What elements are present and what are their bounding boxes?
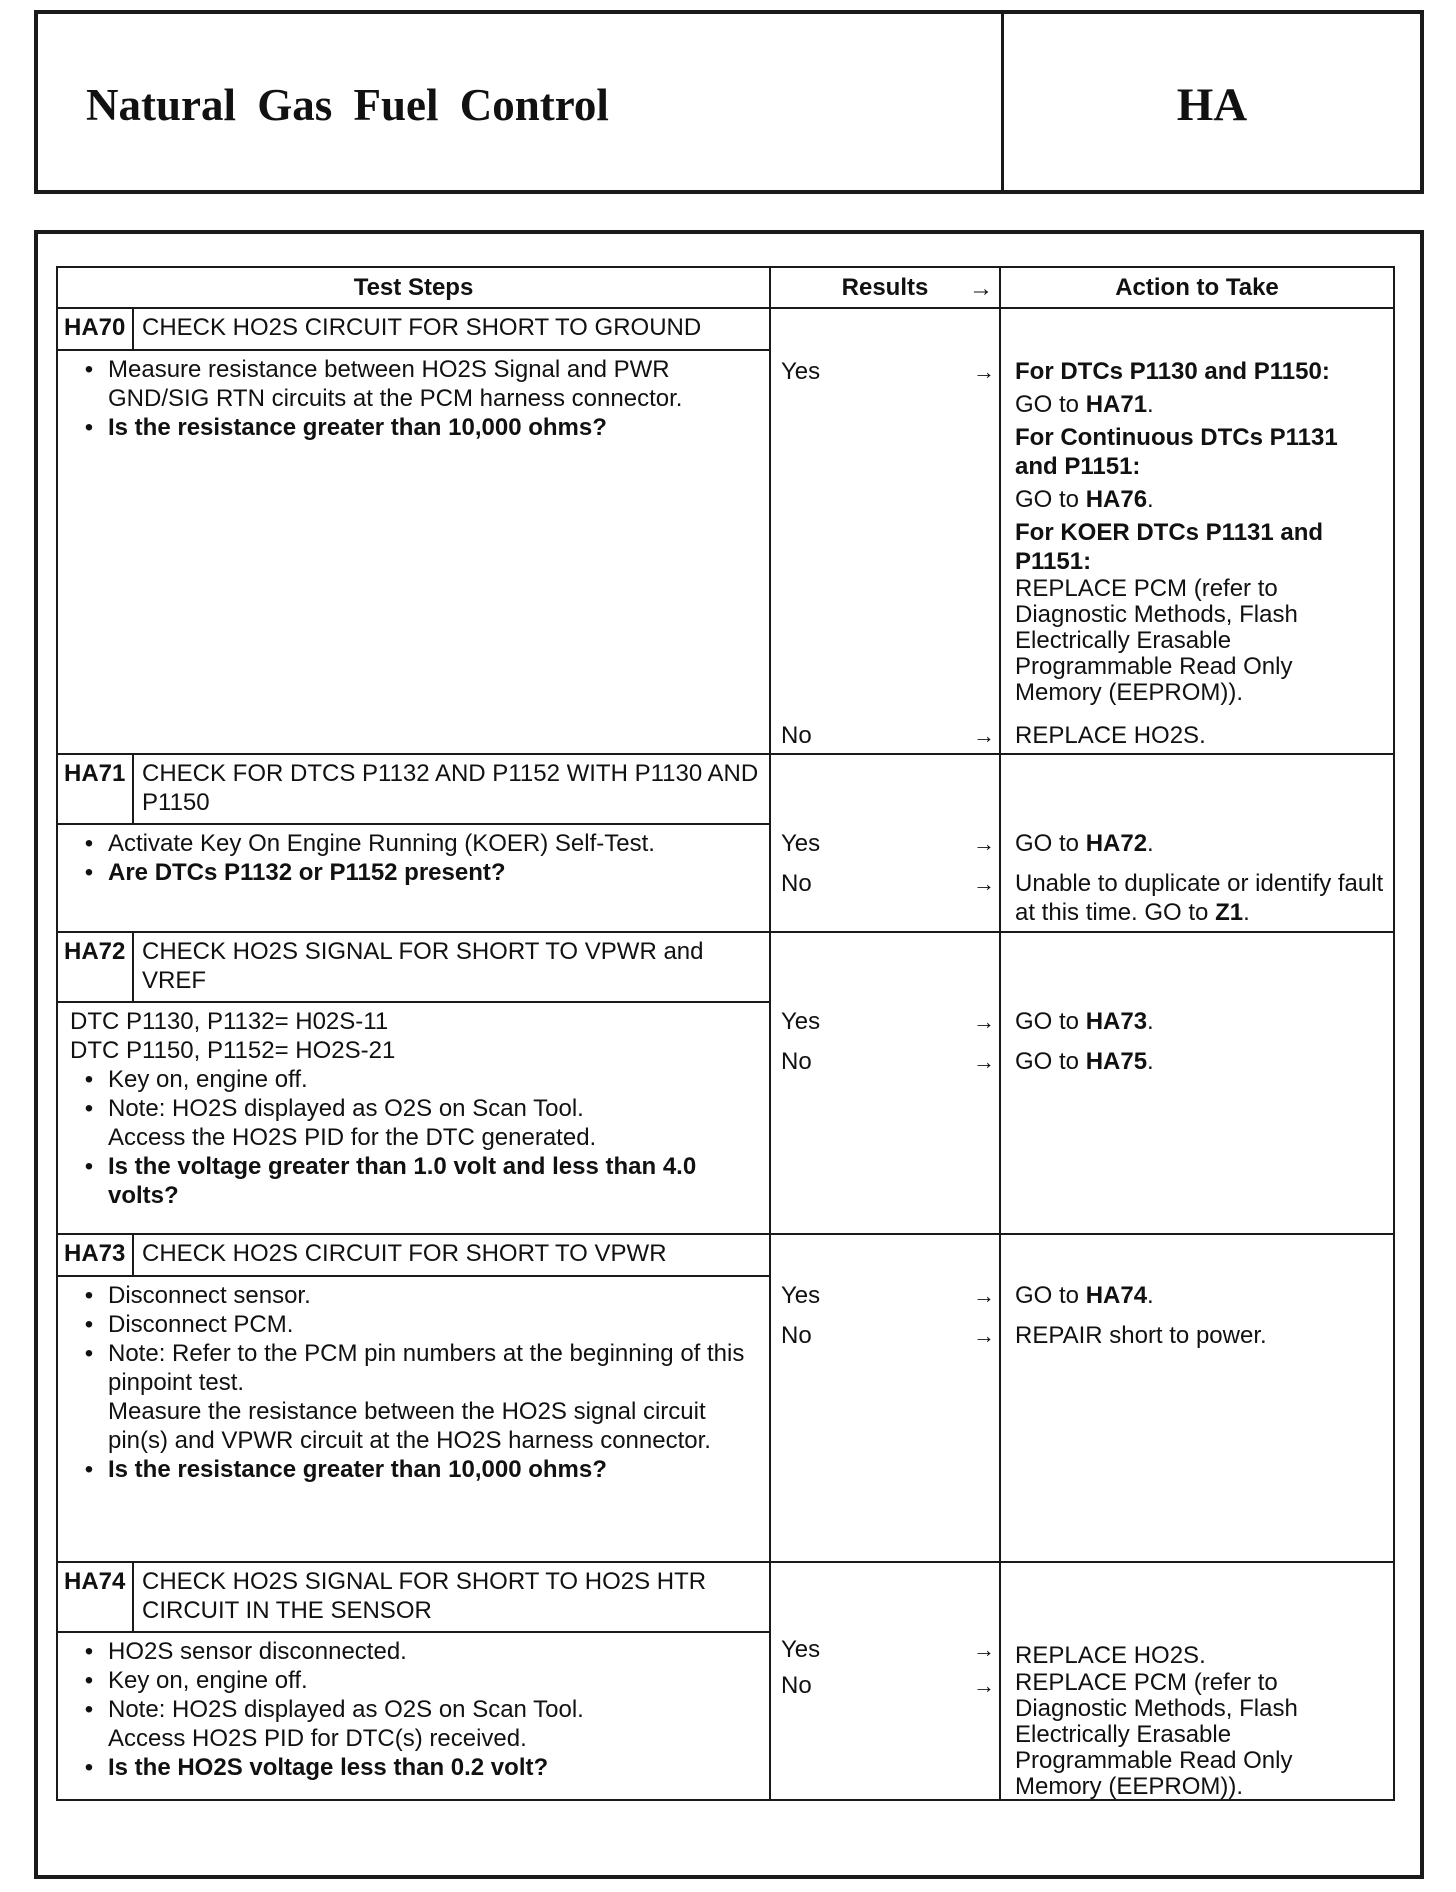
- arrow-icon: →: [973, 1009, 995, 1034]
- action-go: GO to: [1015, 1048, 1086, 1075]
- step-title: CHECK FOR DTCS P1132 AND P1152 WITH P1130 AND P1150: [142, 760, 759, 816]
- page-header: [34, 10, 1424, 194]
- table-row: [57, 754, 1394, 932]
- col-header-results-label: Results: [841, 274, 929, 301]
- arrow-icon: →: [973, 1637, 995, 1662]
- step-title: CHECK HO2S SIGNAL FOR SHORT TO HO2S HTR CIRCUIT IN THE SENSOR: [142, 1568, 707, 1624]
- step-instruction: Disconnect sensor.: [108, 1282, 311, 1309]
- bullet-icon: •: [84, 1754, 94, 1781]
- result-no: No: [781, 1672, 812, 1699]
- action-go: GO to: [1015, 486, 1086, 513]
- step-instruction: HO2S sensor disconnected.: [108, 1638, 407, 1665]
- page-title: Natural Gas Fuel Control: [86, 80, 609, 130]
- step-id: HA71: [58, 755, 134, 823]
- action-go: GO to: [1015, 391, 1086, 418]
- step-instruction: Note: HO2S displayed as O2S on Scan Tool.: [108, 1095, 584, 1122]
- result-yes: Yes: [781, 830, 821, 857]
- arrow-icon: →: [973, 871, 995, 896]
- step-question: Is the resistance greater than 10,000 ohms?: [108, 1456, 607, 1483]
- step-question: Are DTCs P1132 or P1152 present?: [108, 859, 506, 886]
- action-go: GO to: [1015, 830, 1086, 857]
- action-go: GO to: [1015, 1008, 1086, 1035]
- col-header-action: Action to Take: [1000, 267, 1394, 308]
- action-condition: For DTCs P1130 and P1150:: [1015, 358, 1330, 385]
- pinpoint-test-table: [56, 266, 1395, 1801]
- step-title: CHECK HO2S CIRCUIT FOR SHORT TO GROUND: [142, 314, 702, 341]
- action-step-link: Z1: [1215, 899, 1244, 926]
- step-id: HA72: [58, 933, 134, 1001]
- result-yes: Yes: [781, 358, 821, 385]
- table-header-row: [57, 267, 1394, 308]
- bullet-icon: •: [84, 1667, 94, 1694]
- result-no: No: [781, 870, 812, 897]
- table-row: [57, 932, 1394, 1234]
- action-step-link: HA76: [1085, 486, 1148, 513]
- step-id: HA70: [58, 309, 134, 349]
- action-text: REPAIR short to power.: [1015, 1322, 1267, 1349]
- bullet-icon: •: [84, 1696, 94, 1723]
- step-instruction: Key on, engine off.: [108, 1066, 308, 1093]
- step-instruction: Note: HO2S displayed as O2S on Scan Tool.: [108, 1696, 584, 1723]
- arrow-icon: →: [973, 831, 995, 856]
- result-yes: Yes: [781, 1282, 821, 1309]
- bullet-icon: •: [84, 414, 94, 441]
- table-row: [57, 308, 1394, 754]
- action-text: REPLACE HO2S.: [1015, 1642, 1206, 1669]
- col-header-test-steps: Test Steps: [57, 267, 770, 308]
- bullet-icon: •: [84, 1066, 94, 1093]
- step-instruction: Key on, engine off.: [108, 1667, 308, 1694]
- action-cell-ha74: [1000, 1562, 1394, 1800]
- result-no: No: [781, 722, 812, 749]
- action-text: REPLACE PCM (refer to Diagnostic Methods, Flash Electrically Erasable Programmable Read Only Memory (EEPROM)).: [1015, 575, 1298, 706]
- table-row: [57, 1562, 1394, 1800]
- step-instruction: Disconnect PCM.: [108, 1311, 294, 1338]
- results-cell-ha74: [770, 1562, 1000, 1800]
- action-cell-ha73: GO to HA74. REPAIR short to power.: [1000, 1234, 1394, 1562]
- arrow-icon: →: [973, 723, 995, 748]
- action-cell-ha71: GO to HA72. Unable to duplicate or identify fault at this time. GO to Z1.: [1000, 754, 1394, 932]
- step-dtc-line: DTC P1130, P1132= H02S-11: [70, 1008, 389, 1035]
- step-cell-ha73: [57, 1234, 770, 1562]
- action-text: REPLACE HO2S.: [1015, 722, 1206, 749]
- action-step-link: HA74: [1085, 1282, 1148, 1309]
- bullet-icon: •: [84, 830, 94, 857]
- table-row: [57, 1234, 1394, 1562]
- bullet-icon: •: [84, 356, 94, 383]
- result-no: No: [781, 1322, 812, 1349]
- bullet-icon: •: [84, 1153, 94, 1180]
- section-code: HA: [1176, 79, 1248, 131]
- result-yes: Yes: [781, 1008, 821, 1035]
- bullet-icon: •: [84, 1311, 94, 1338]
- action-step-link: HA71: [1085, 391, 1148, 418]
- bullet-icon: •: [84, 1340, 94, 1367]
- arrow-icon: →: [969, 275, 993, 302]
- step-question: Is the voltage greater than 1.0 volt and less than 4.0 volts?: [108, 1153, 697, 1209]
- step-instruction: Access HO2S PID for DTC(s) received.: [108, 1725, 527, 1752]
- action-step-link: HA73: [1085, 1008, 1148, 1035]
- action-text: Unable to duplicate or identify fault at this time. GO to: [1015, 870, 1384, 926]
- action-condition: For Continuous DTCs P1131 and P1151:: [1015, 424, 1338, 480]
- step-instruction: Access the HO2S PID for the DTC generated.: [108, 1124, 597, 1151]
- header-title-cell: [38, 14, 1004, 190]
- bullet-icon: •: [84, 1282, 94, 1309]
- arrow-icon: →: [973, 1283, 995, 1308]
- step-cell-ha72: [57, 932, 770, 1234]
- action-text: REPLACE PCM (refer to Diagnostic Methods, Flash Electrically Erasable Programmable Read Only Memory (EEPROM)).: [1015, 1669, 1298, 1800]
- arrow-icon: →: [973, 359, 995, 384]
- step-instruction: Measure resistance between HO2S Signal and PWR GND/SIG RTN circuits at the PCM harness connector.: [108, 356, 683, 412]
- results-cell-ha71: [770, 754, 1000, 932]
- bullet-icon: •: [84, 1095, 94, 1122]
- step-instruction: Measure the resistance between the HO2S signal circuit pin(s) and VPWR circuit at the HO2S harness connector.: [108, 1398, 711, 1454]
- result-no: No: [781, 1048, 812, 1075]
- step-instruction: Activate Key On Engine Running (KOER) Self-Test.: [108, 830, 655, 857]
- results-cell-ha73: [770, 1234, 1000, 1562]
- col-header-results: [770, 267, 1000, 308]
- bullet-icon: •: [84, 1456, 94, 1483]
- step-question: Is the resistance greater than 10,000 ohms?: [108, 414, 607, 441]
- step-dtc-line: DTC P1150, P1152= HO2S-21: [70, 1037, 396, 1064]
- step-cell-ha74: [57, 1562, 770, 1800]
- results-cell-ha70: [770, 308, 1000, 754]
- arrow-icon: →: [973, 1049, 995, 1074]
- results-cell-ha72: [770, 932, 1000, 1234]
- action-condition: For KOER DTCs P1131 and P1151:: [1015, 519, 1324, 575]
- step-cell-ha71: [57, 754, 770, 932]
- action-step-link: HA75: [1085, 1048, 1148, 1075]
- action-step-link: HA72: [1085, 830, 1148, 857]
- header-code-cell: [1004, 14, 1420, 190]
- step-id: HA73: [58, 1235, 134, 1275]
- arrow-icon: →: [973, 1323, 995, 1348]
- arrow-icon: →: [973, 1673, 995, 1698]
- step-id: HA74: [58, 1563, 134, 1631]
- action-go: GO to: [1015, 1282, 1086, 1309]
- action-cell-ha72: GO to HA73. GO to HA75.: [1000, 932, 1394, 1234]
- step-title: CHECK HO2S SIGNAL FOR SHORT TO VPWR and VREF: [142, 938, 704, 994]
- step-instruction: Note: Refer to the PCM pin numbers at the beginning of this pinpoint test.: [108, 1340, 745, 1396]
- step-title: CHECK HO2S CIRCUIT FOR SHORT TO VPWR: [142, 1240, 667, 1267]
- bullet-icon: •: [84, 859, 94, 886]
- bullet-icon: •: [84, 1638, 94, 1665]
- action-cell-ha70: For DTCs P1130 and P1150: GO to HA71. For Continuous DTCs P1131 and P1151: GO to HA76. For KOER DTCs P1131 and P1151: REPLACE PCM (refer to Diagnostic Methods, Flash Electrically Erasable Programmable Read Only Memory (EEPROM)). REPLACE HO2S.: [1000, 308, 1394, 754]
- step-question: Is the HO2S voltage less than 0.2 volt?: [108, 1754, 549, 1781]
- result-yes: Yes: [781, 1636, 821, 1663]
- step-cell-ha70: [57, 308, 770, 754]
